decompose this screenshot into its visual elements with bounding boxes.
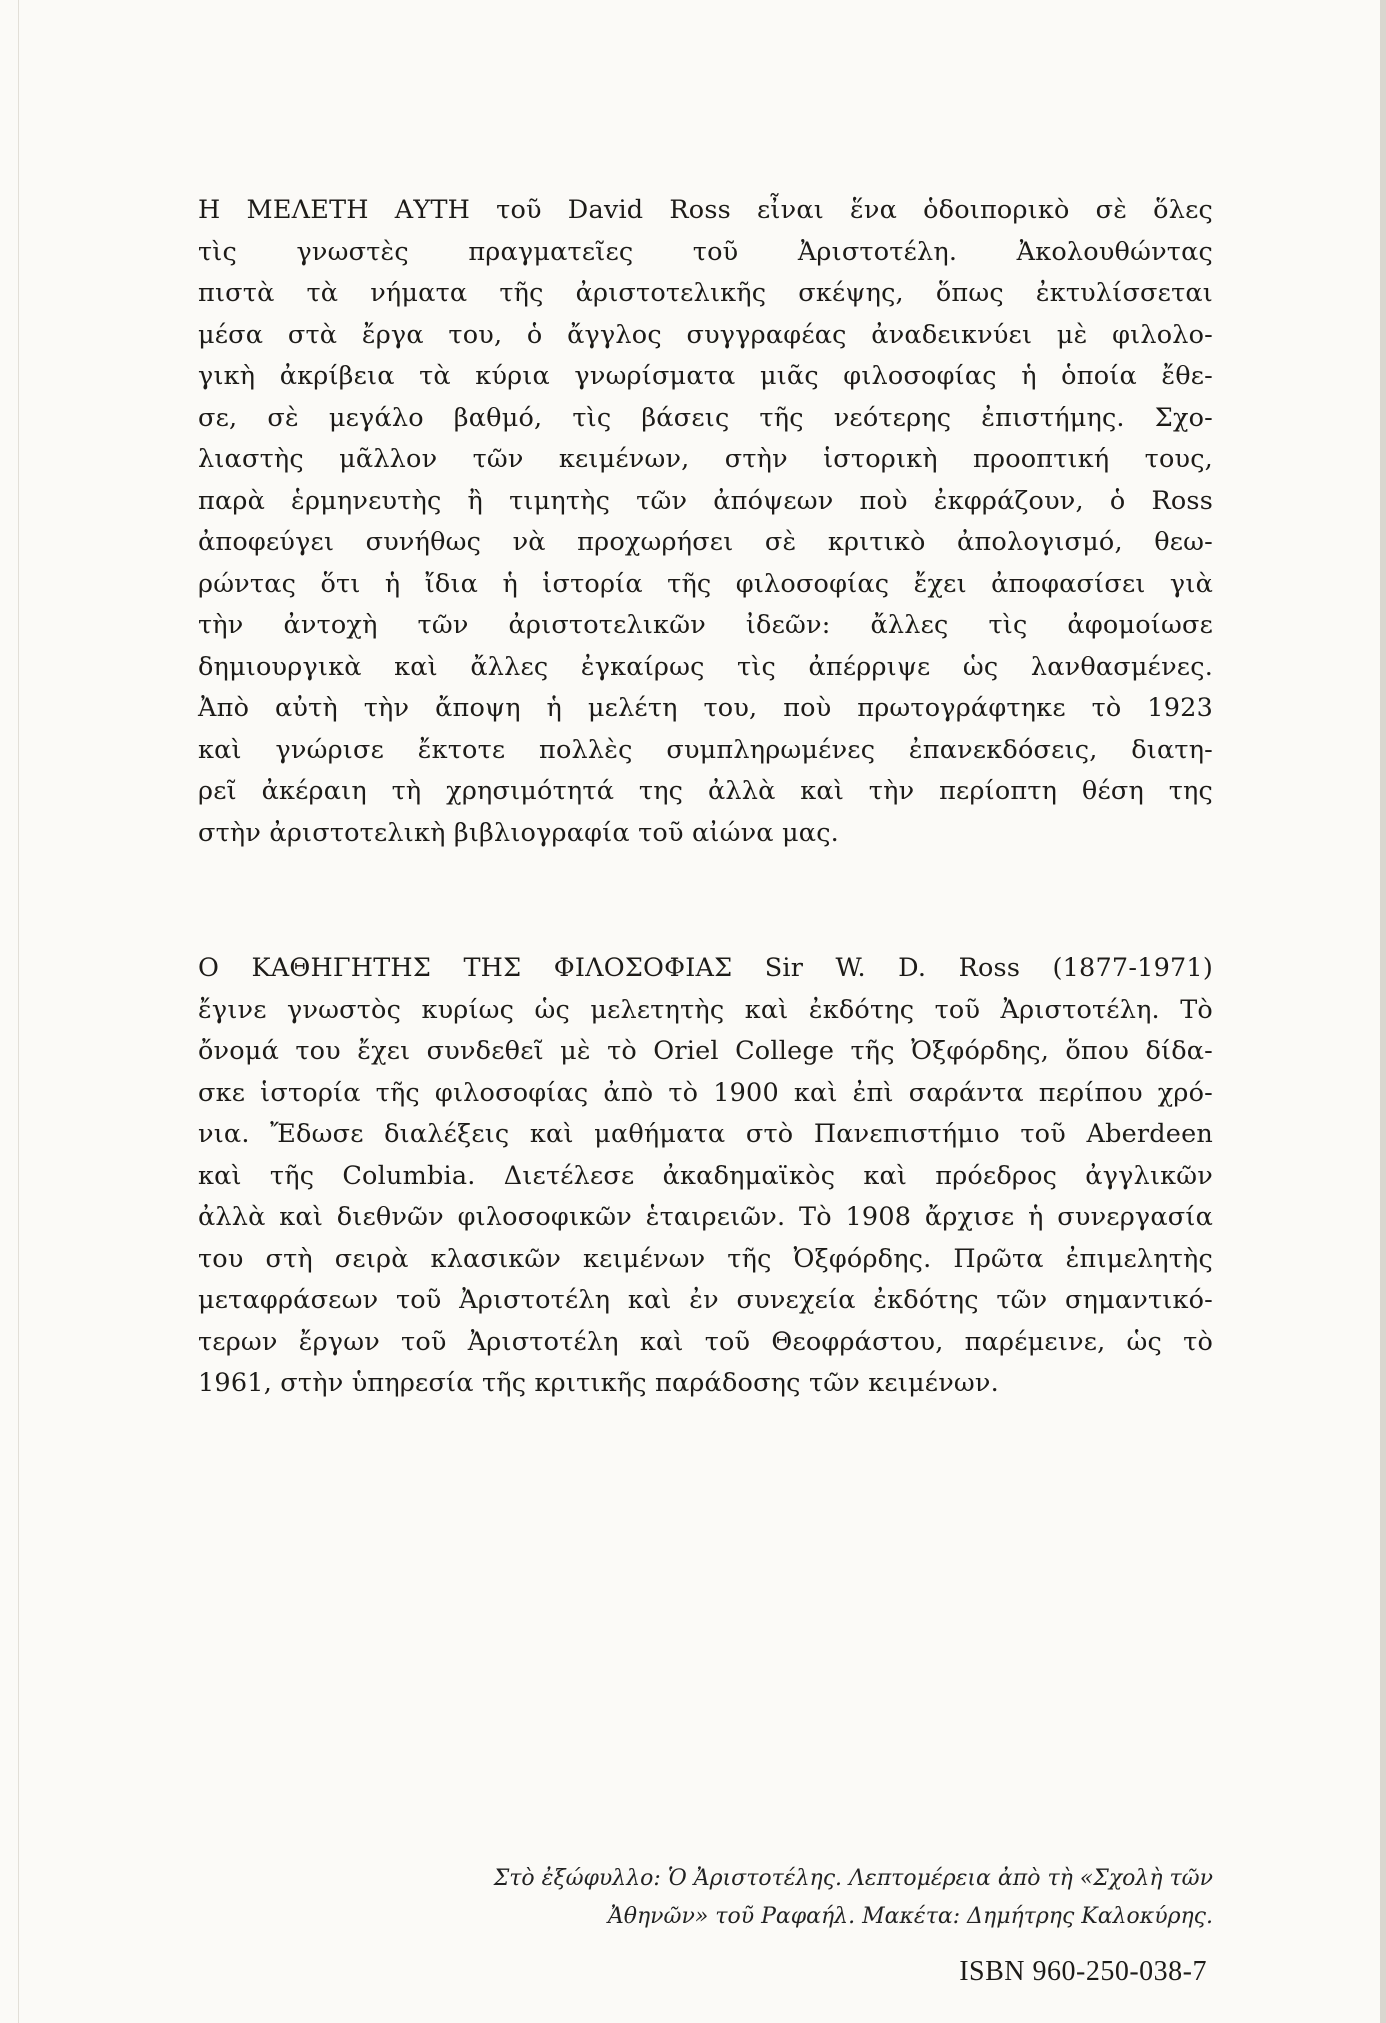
about-line: καὶ γνώρισε ἔκτοτε πολλὲς συμπληρωμένες ἐπανεκδόσεις, διατη-: [198, 734, 1213, 765]
about-paragraph: [198, 190, 1213, 854]
bio-line: νια. Ἔδωσε διαλέξεις καὶ μαθήματα στὸ Πανεπιστήμιο τοῦ Aberdeen: [198, 1119, 1213, 1149]
about-line: Ἀπὸ αὐτὴ τὴν ἄποψη ἡ μελέτη του, ποὺ πρωτογράφτηκε τὸ 1923: [198, 693, 1213, 723]
bio-line: ὄνομά του ἔχει συνδεθεῖ μὲ τὸ Oriel College τῆς Ὀξφόρδης, ὅπου δίδα-: [198, 1036, 1213, 1066]
cover-caption: [430, 1860, 1213, 1936]
about-line: γικὴ ἀκρίβεια τὰ κύρια γνωρίσματα μιᾶς φιλοσοφίας ἡ ὁποία ἔθε-: [198, 361, 1213, 391]
about-line: ρώντας ὅτι ἡ ἴδια ἡ ἱστορία τῆς φιλοσοφίας ἔχει ἀποφασίσει γιὰ: [198, 568, 1213, 599]
about-line: δημιουργικὰ καὶ ἄλλες ἐγκαίρως τὶς ἀπέρριψε ὡς λανθασμένες.: [198, 651, 1213, 682]
about-line: λιαστὴς μᾶλλον τῶν κειμένων, στὴν ἱστορικὴ προοπτική τους,: [198, 444, 1213, 474]
about-line: πιστὰ τὰ νήματα τῆς ἀριστοτελικῆς σκέψης, ὅπως ἐκτυλίσσεται: [198, 278, 1213, 308]
about-line: Η ΜΕΛΕΤΗ ΑΥΤΗ τοῦ David Ross εἶναι ἕνα ὁδοιπορικὸ σὲ ὅλες: [198, 195, 1213, 225]
bio-line: τερων ἔργων τοῦ Ἀριστοτέλη καὶ τοῦ Θεοφράστου, παρέμεινε, ὡς τὸ: [198, 1326, 1213, 1357]
bio-line: ἔγινε γνωστὸς κυρίως ὡς μελετητὴς καὶ ἐκδότης τοῦ Ἀριστοτέλη. Τὸ: [198, 994, 1213, 1025]
caption-line: Ἀθηνῶν» τοῦ Ραφαήλ. Μακέτα: Δημήτρης Καλοκύρης.: [607, 1904, 1213, 1929]
bio-line: σκε ἱστορία τῆς φιλοσοφίας ἀπὸ τὸ 1900 καὶ ἐπὶ σαράντα περίπου χρό-: [198, 1077, 1213, 1108]
about-line: σε, σὲ μεγάλο βαθμό, τὶς βάσεις τῆς νεότερης ἐπιστήμης. Σχο-: [198, 402, 1213, 433]
page-edge-line: [18, 0, 19, 2023]
about-line: ρεῖ ἀκέραιη τὴ χρησιμότητά της ἀλλὰ καὶ τὴν περίοπτη θέση της: [198, 776, 1213, 806]
bio-line: καὶ τῆς Columbia. Διετέλεσε ἀκαδημαϊκὸς καὶ πρόεδρος ἀγγλικῶν: [198, 1160, 1213, 1191]
about-line: ἀποφεύγει συνήθως νὰ προχωρήσει σὲ κριτικὸ ἀπολογισμό, θεω-: [198, 527, 1213, 557]
about-line: στὴν ἀριστοτελικὴ βιβλιογραφία τοῦ αἰώνα μας.: [198, 817, 839, 848]
bio-line: 1961, στὴν ὑπηρεσία τῆς κριτικῆς παράδοσης τῶν κειμένων.: [198, 1368, 999, 1398]
bio-line: Ο ΚΑΘΗΓΗΤΗΣ ΤΗΣ ΦΙΛΟΣΟΦΙΑΣ Sir W. D. Ross (1877-1971): [198, 953, 1213, 983]
about-line: τὴν ἀντοχὴ τῶν ἀριστοτελικῶν ἰδεῶν: ἄλλες τὶς ἀφομοίωσε: [198, 610, 1213, 640]
bio-line: του στὴ σειρὰ κλασικῶν κειμένων τῆς Ὀξφόρδης. Πρῶτα ἐπιμελητὴς: [198, 1243, 1213, 1274]
about-line: παρὰ ἑρμηνευτὴς ἢ τιμητὴς τῶν ἀπόψεων ποὺ ἐκφράζουν, ὁ Ross: [198, 485, 1213, 516]
about-line: μέσα στὰ ἔργα του, ὁ ἄγγλος συγγραφέας ἀναδεικνύει μὲ φιλολο-: [198, 319, 1213, 350]
caption-line: Στὸ ἐξώφυλλο: Ὁ Ἀριστοτέλης. Λεπτομέρεια ἀπὸ τὴ «Σχολὴ τῶν: [493, 1866, 1213, 1891]
bio-line: ἀλλὰ καὶ διεθνῶν φιλοσοφικῶν ἑταιρειῶν. Τὸ 1908 ἄρχισε ἡ συνεργασία: [198, 1202, 1213, 1232]
isbn-number: ISBN 960-250-038-7: [959, 1956, 1207, 1987]
bio-line: μεταφράσεων τοῦ Ἀριστοτέλη καὶ ἐν συνεχεία ἐκδότης τῶν σημαντικό-: [198, 1285, 1213, 1315]
author-bio-paragraph: [198, 948, 1213, 1405]
about-line: τὶς γνωστὲς πραγματεῖες τοῦ Ἀριστοτέλη. Ἀκολουθώντας: [198, 236, 1213, 267]
